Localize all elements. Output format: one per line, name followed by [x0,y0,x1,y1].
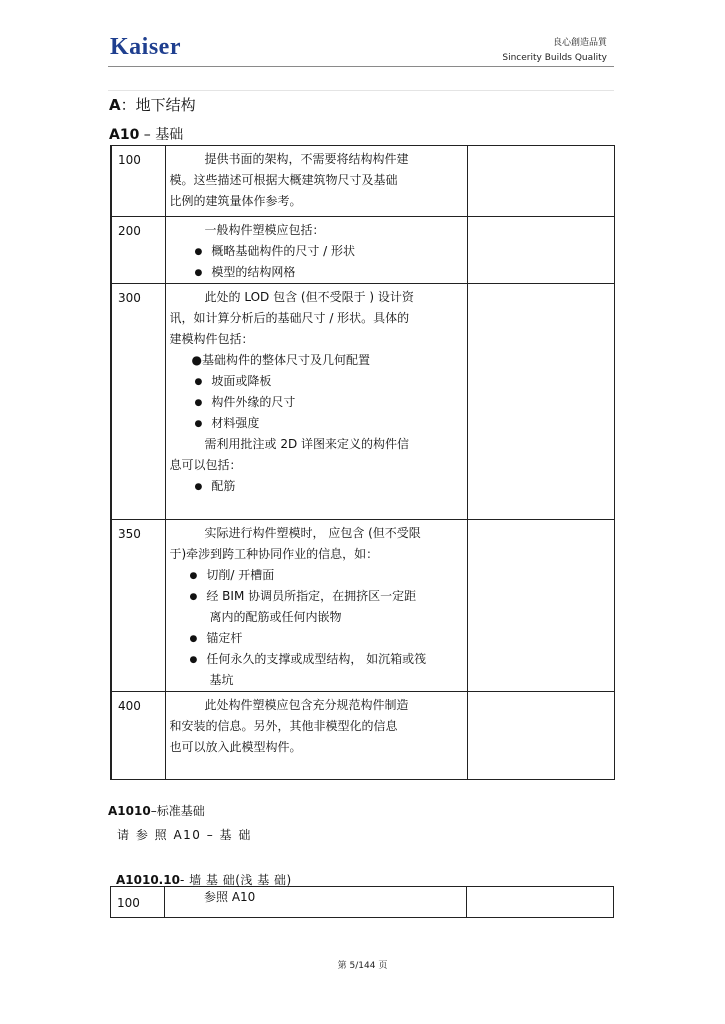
description-line [170,737,463,758]
description-line [170,262,463,283]
line-text: 概略基础构件的尺寸 / 形状 [211,244,356,258]
description-line [170,170,463,191]
subsection-name: 基础 [155,127,184,143]
description-line [170,371,463,392]
line-text: 和安装的信息。另外，其他非模型化的信息 [169,719,398,733]
table-row [111,284,614,520]
line-text: 讯，如计算分析后的基础尺寸 / 形状。具体的 [169,311,410,325]
description-line [170,565,463,586]
table-row [111,217,614,284]
row-description [165,284,467,520]
line-text: 此处的 LOD 包含 (但不受限于 ) 设计资 [204,290,414,304]
line-text: 锚定杆 [206,631,243,645]
description-line [170,586,463,607]
description-line [170,413,463,434]
description-line [170,628,463,649]
row-notes [467,520,614,692]
line-text: 此处构件塑模应包含充分规范构件制造 [204,698,409,712]
a1010-code: A1010 [108,804,151,818]
description-line [170,670,463,691]
a101010-code: A1010.10 [116,873,180,887]
subsection-title [109,124,183,144]
description-line [170,350,463,371]
a1010-separator: – [150,804,157,818]
line-text: 配筋 [211,479,236,493]
table-row [111,146,614,217]
row-code: 100 [111,146,165,217]
table-row [111,520,614,692]
description-line [170,191,463,212]
description-line [170,455,463,476]
line-text: 实际进行构件塑模时， 应包含 (但不受限 [204,526,421,540]
row-description [165,146,467,217]
description-line [170,149,463,170]
line-text: 建模构件包括： [169,332,254,346]
description-line [170,241,463,262]
description-line [170,607,463,628]
lod-spec-table [110,145,615,780]
row-notes [467,146,614,217]
a1010-name: 标准基础 [156,804,205,818]
line-text: 经 BIM 协调员所指定，在拥挤区一定距 [206,589,417,603]
tagline-english: Sincerity Builds Quality [502,53,607,63]
row-code: 200 [111,217,165,284]
line-text: 任何永久的支撑或成型结构， 如沉箱或筏 [206,652,427,666]
page-number: 第 5/144 页 [337,961,388,971]
line-text: 材料强度 [211,416,260,430]
description-line [170,695,463,716]
row-description [165,692,467,780]
line-text: 提供书面的架构，不需要将结构构件建 [204,152,409,166]
line-text: 切削/ 开槽面 [206,568,275,582]
row-description [165,217,467,284]
a1010-heading [108,802,205,819]
subsection-code: A10 [109,127,140,143]
a101010-spec-table [110,886,614,918]
line-text: 比例的建筑量体作参考。 [169,194,302,208]
row-code: 300 [111,284,165,520]
line-text: 息可以包括： [169,458,242,472]
row-code: 400 [111,692,165,780]
line-text: 坡面或降板 [211,374,272,388]
kaiser-logo: Kaiser [110,34,181,60]
description-line [170,523,463,544]
row-description [165,520,467,692]
row-notes [467,887,614,918]
row-description [165,887,467,918]
line-text: 模。这些描述可根据大概建筑物尺寸及基础 [169,173,398,187]
tagline-chinese: 良心創造品質 [552,38,607,48]
line-text: 离内的配筋或任何内嵌物 [209,610,342,624]
line-text: 需利用批注或 2D 详图来定义的构件信 [204,437,410,451]
header-tagline [502,36,607,66]
description-line [170,476,463,497]
line-text: 于)牵涉到跨工种协同作业的信息，如： [169,547,379,561]
section-separator: ： [120,96,136,114]
description-line [170,220,463,241]
section-title [109,94,196,115]
description-line: 参照 A10 [204,890,256,904]
line-text: 模型的结构网格 [211,265,296,279]
header-divider-light [108,90,614,91]
line-text: ●基础构件的整体尺寸及几何配置 [191,353,370,367]
description-line [170,434,463,455]
row-notes [467,692,614,780]
row-notes [467,284,614,520]
row-code: 100 [111,887,165,918]
line-text: 一般构件塑模应包括： [204,223,325,237]
a101010-title: - 墙 基 础(浅 基 础) [179,873,292,887]
subsection-separator: – [143,127,156,143]
header-divider [108,66,614,67]
description-line [170,308,463,329]
line-text: 基坑 [209,673,234,687]
description-line [170,287,463,308]
description-line [170,329,463,350]
section-name: 地下结构 [135,96,196,114]
description-line [170,649,463,670]
section-code: A [109,96,121,114]
row-code: 350 [111,520,165,692]
table-row [111,887,614,918]
a1010-reference: 请 参 照 A10 – 基 础 [117,828,252,842]
line-text: 构件外缘的尺寸 [211,395,296,409]
line-text: 也可以放入此模型构件。 [169,740,302,754]
description-line [170,392,463,413]
table-row [111,692,614,780]
description-line [170,544,463,565]
description-line [170,716,463,737]
row-notes [467,217,614,284]
